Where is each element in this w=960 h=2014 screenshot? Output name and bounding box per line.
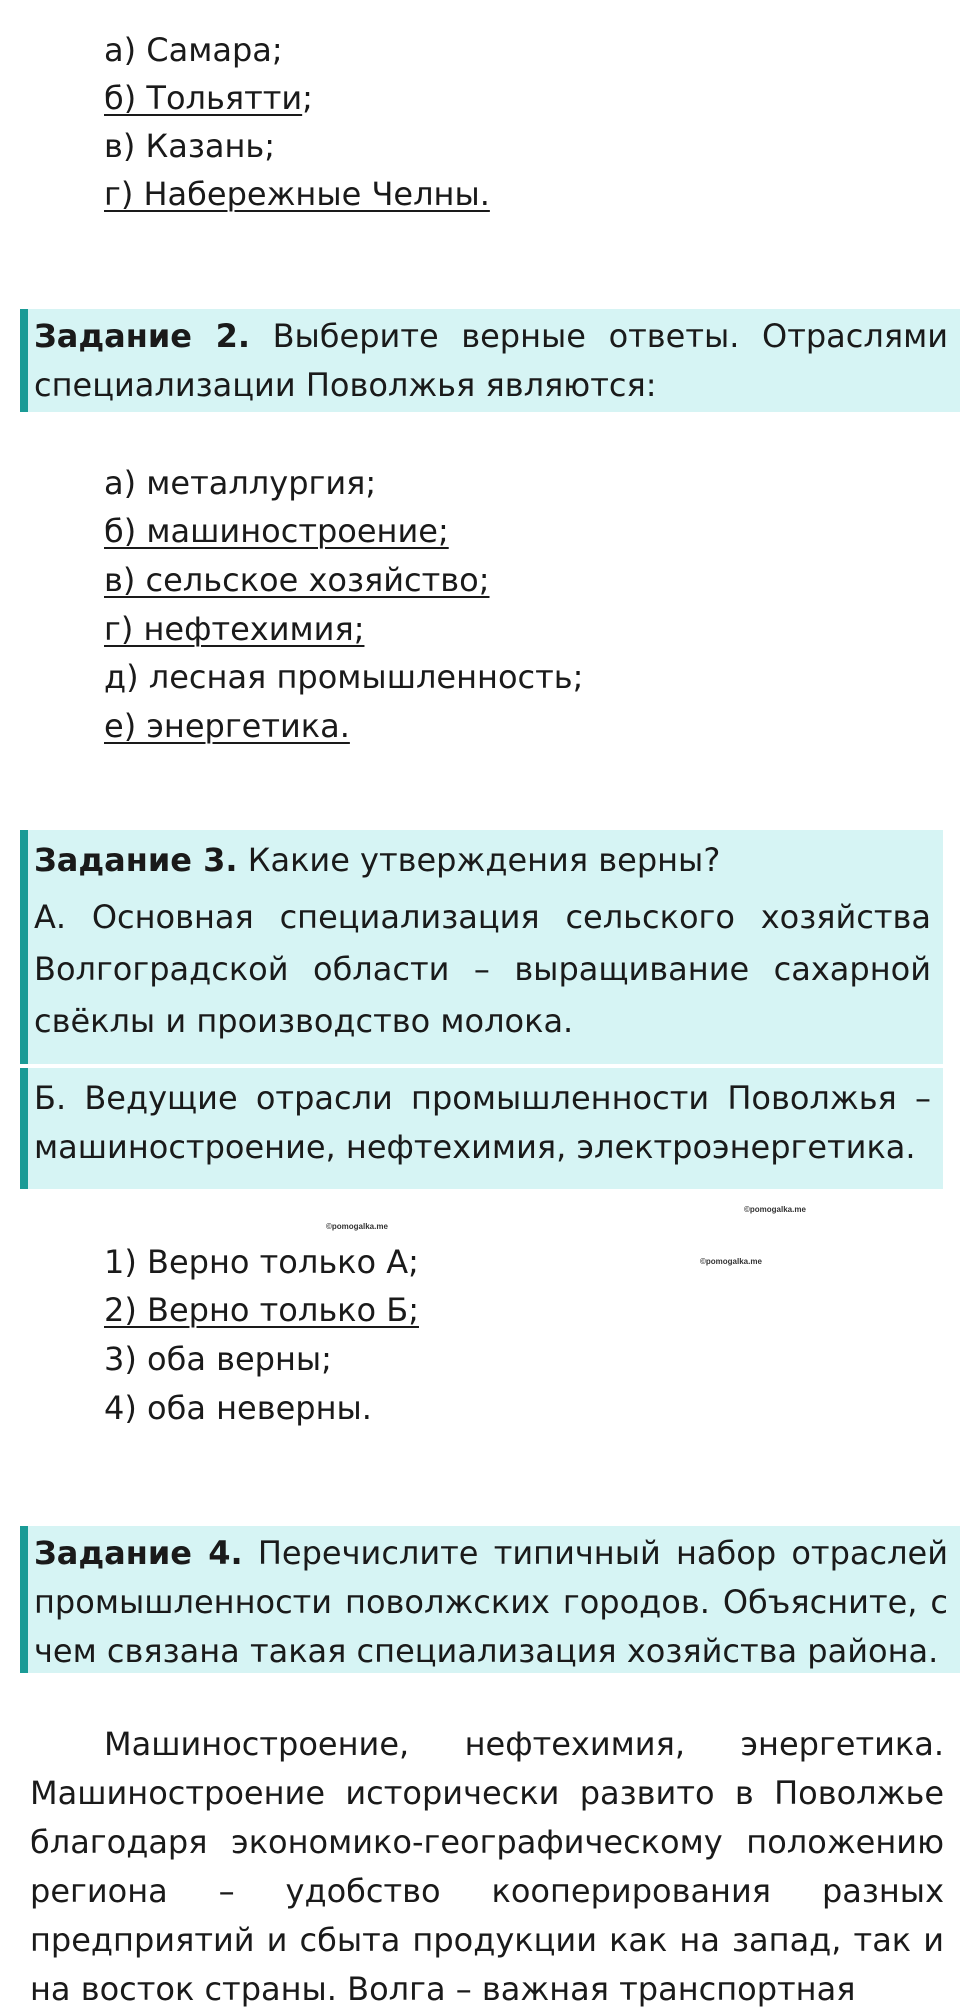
task2-box xyxy=(20,309,960,412)
task2-option-g: г) нефтехимия; xyxy=(104,610,365,648)
task3-statement-b: Б. Ведущие отрасли промышленности Поволжья – машиностроение, нефтехимия, электроэнергетика. xyxy=(34,1079,931,1166)
task3-header xyxy=(34,836,931,885)
task4-box xyxy=(20,1526,960,1673)
task3-option-4: 4) оба неверны. xyxy=(104,1389,372,1427)
q1-option-g: г) Набережные Челны. xyxy=(104,175,490,213)
task2-question: Выберите верные ответы. Отраслями специализации Поволжья являются: xyxy=(34,317,948,404)
task2-option-v: в) сельское хозяйство; xyxy=(104,561,490,599)
task4-label: Задание 4. xyxy=(34,1534,243,1572)
task2-option-d: д) лесная промышленность; xyxy=(104,658,584,696)
q1-option-v: в) Казань; xyxy=(104,127,276,165)
task3-option-1: 1) Верно только А; xyxy=(104,1243,419,1281)
task3-option-2: 2) Верно только Б; xyxy=(104,1291,419,1329)
task2-option-e: е) энергетика. xyxy=(104,707,350,745)
task2-option-a: а) металлургия; xyxy=(104,464,377,502)
watermark-1: ©pomogalka.me xyxy=(326,1222,388,1231)
task3-box xyxy=(20,830,943,1064)
task3-statement-a: А. Основная специализация сельского хозяйства Волгоградской области – выращивание сахарной свёклы и производство молока. xyxy=(34,898,931,1040)
task4-answer: Машиностроение, нефтехимия, энергетика. Машиностроение исторически развито в Поволжье благодаря экономико-географическому положению региона – удобство кооперирования разных предприятий и сбыта продукции как на запад, так и на восток страны. Волга – важная транспортная xyxy=(30,1725,944,2008)
task3-question: Какие утверждения верны? xyxy=(247,841,721,879)
task3-option-3: 3) оба верны; xyxy=(104,1340,332,1378)
q1-option-a: а) Самара; xyxy=(104,31,283,69)
task3-statement-b-box xyxy=(20,1068,943,1189)
watermark-3: ©pomogalka.me xyxy=(700,1257,762,1266)
task3-label: Задание 3. xyxy=(34,841,238,879)
q1-option-b xyxy=(104,74,313,122)
q1-option-b-text: б) Тольятти xyxy=(104,79,303,117)
task2-label: Задание 2. xyxy=(34,317,250,355)
watermark-2: ©pomogalka.me xyxy=(744,1205,806,1214)
task4-question: Перечислите типичный набор отраслей промышленности поволжских городов. Объясните, с чем связана такая специализация хозяйства района. xyxy=(34,1534,949,1670)
task2-option-b: б) машиностроение; xyxy=(104,512,449,550)
q1-option-b-suffix: ; xyxy=(302,79,313,117)
